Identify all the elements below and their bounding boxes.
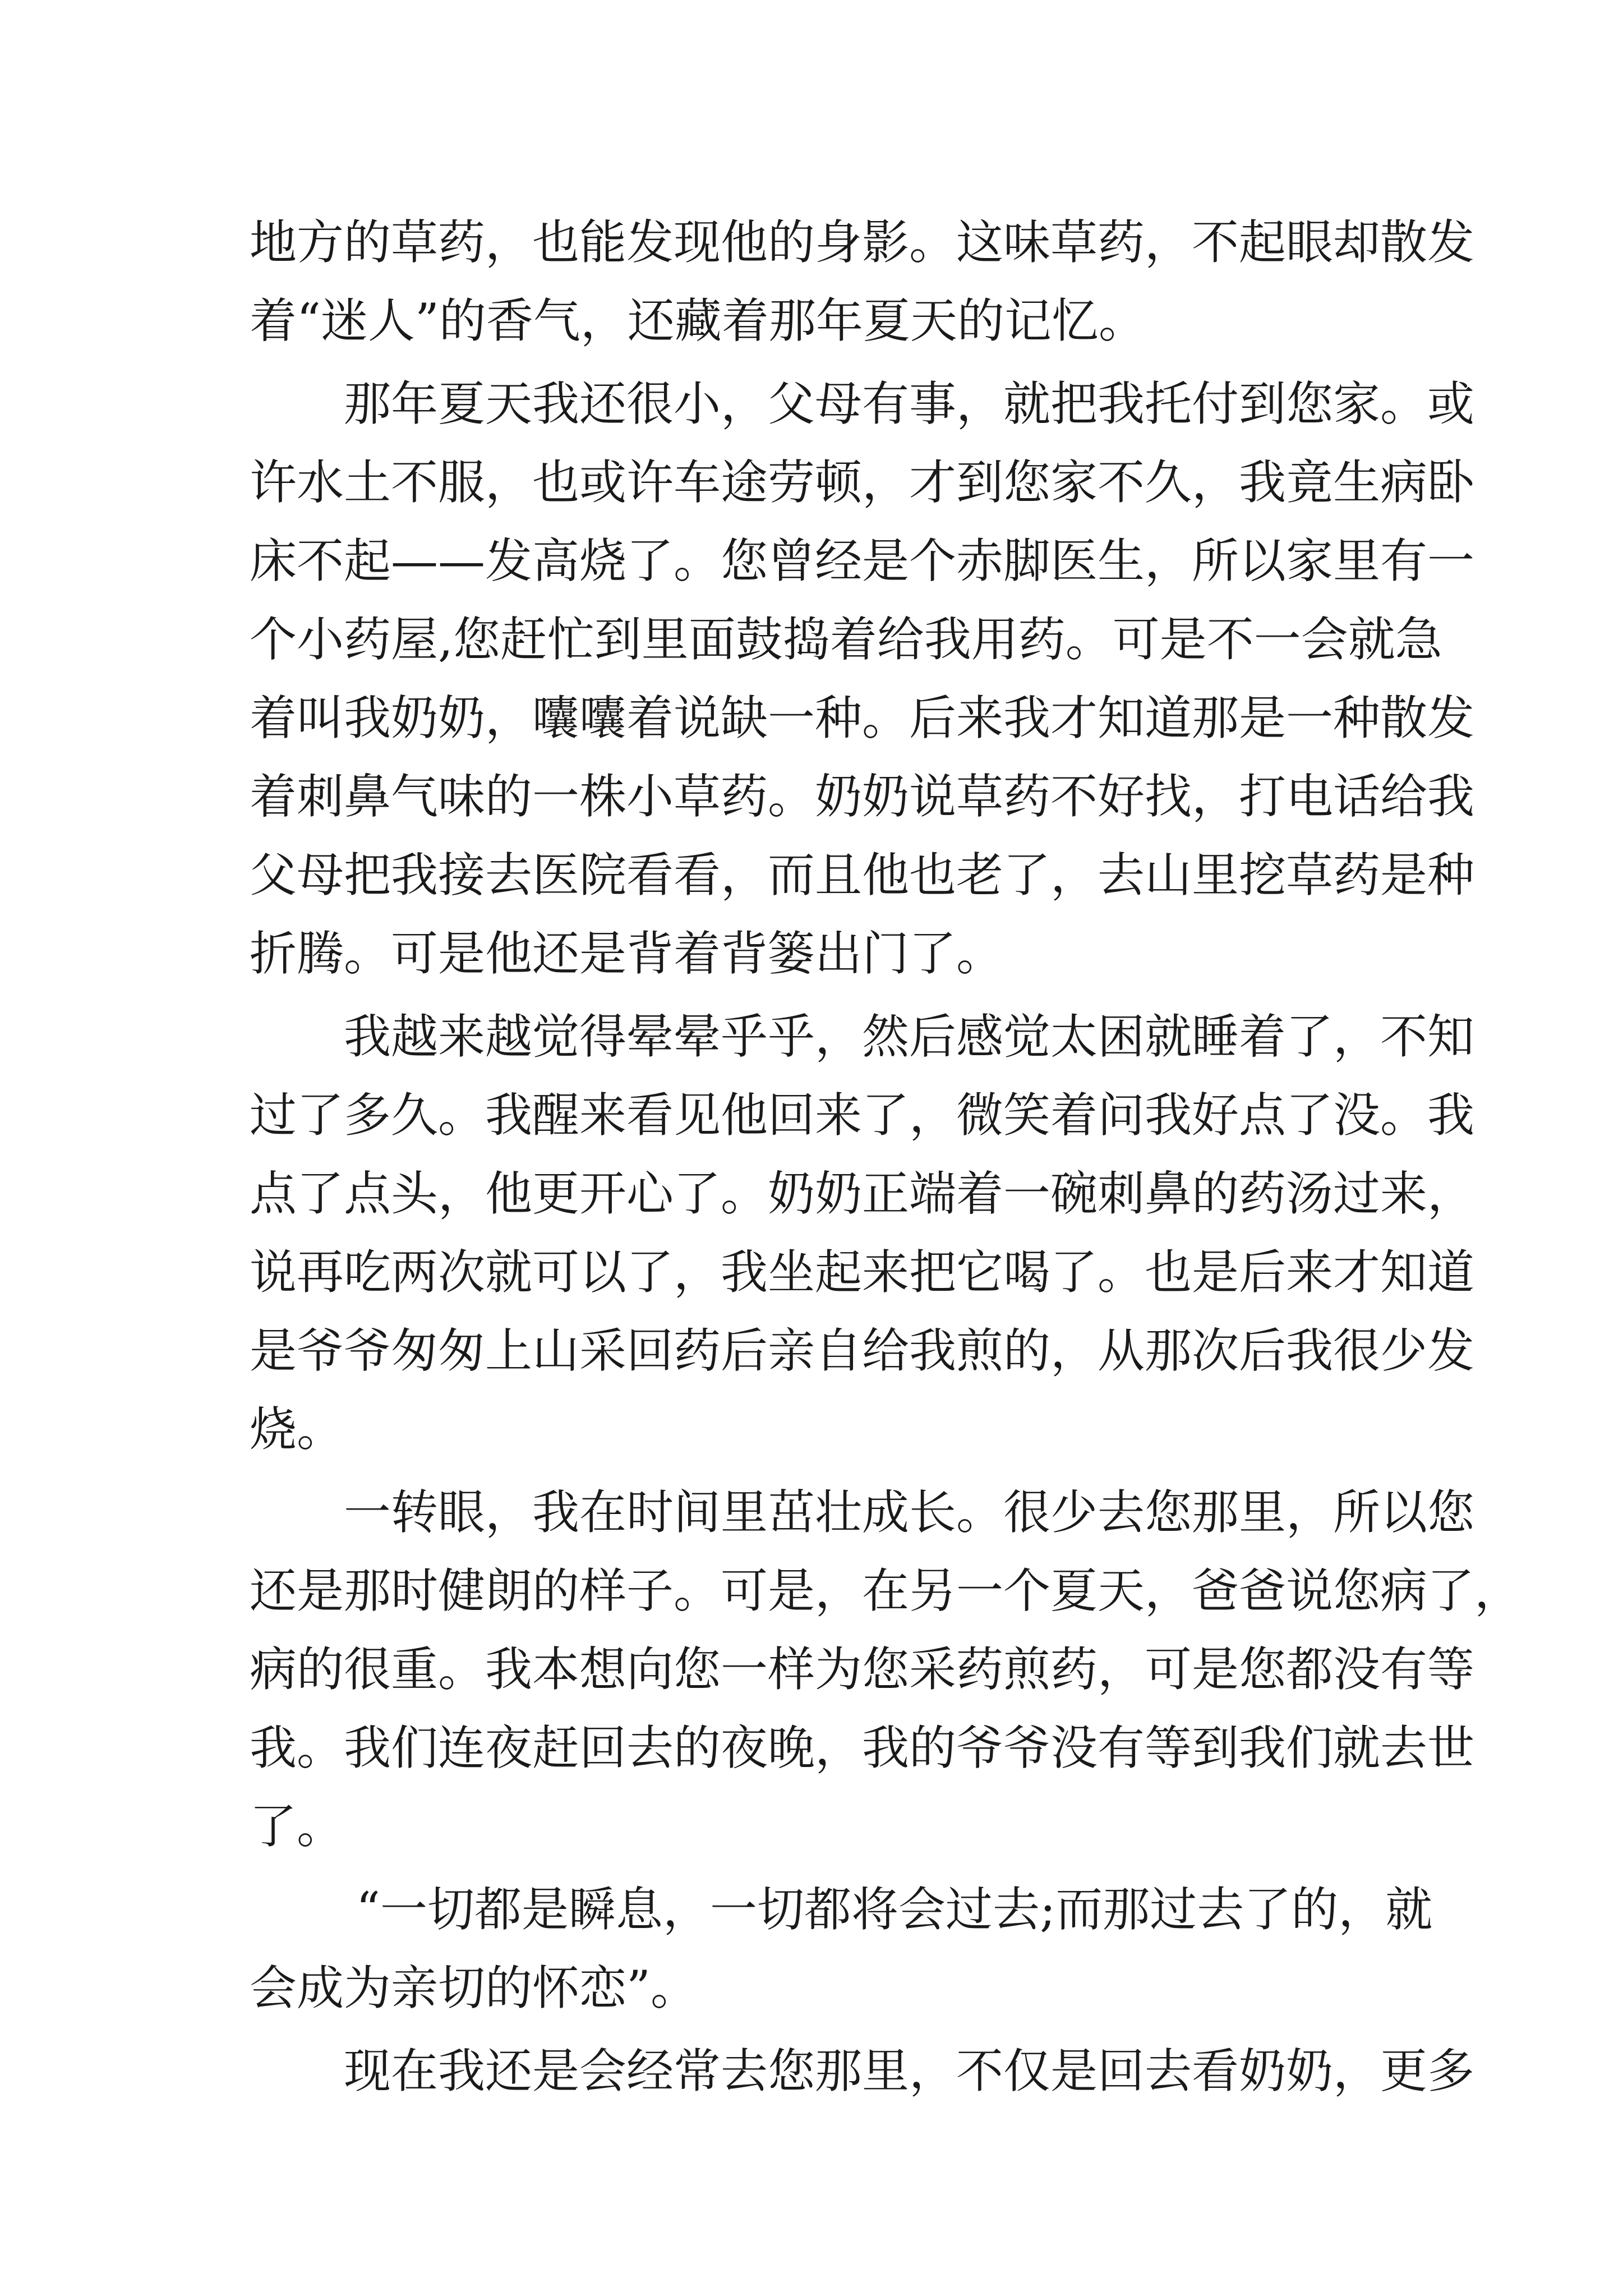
text-line: 个小药屋,您赶忙到里面鼓捣着给我用药。可是不一会就急 xyxy=(250,612,1442,667)
text-line: 着叫我奶奶，囔囔着说缺一种。后来我才知道那是一种散发 xyxy=(250,691,1475,746)
text-line: 那年夏天我还很小，父母有事，就把我托付到您家。或 xyxy=(344,376,1475,431)
paragraph xyxy=(250,203,1475,360)
text-line: 说再吃两次就可以了，我坐起来把它喝了。也是后来才知道 xyxy=(250,1245,1475,1300)
text-line: 点了点头，他更开心了。奶奶正端着一碗刺鼻的药汤过来， xyxy=(250,1166,1475,1221)
text-line: 是爷爷匆匆上山采回药后亲自给我煎的，从那次后我很少发 xyxy=(250,1323,1475,1378)
paragraph xyxy=(250,997,1475,1469)
paragraph xyxy=(250,1473,1522,1866)
paragraph xyxy=(250,365,1475,993)
text-line: 许水土不服，也或许车途劳顿，才到您家不久，我竟生病卧 xyxy=(250,455,1475,510)
text-line: 过了多久。我醒来看见他回来了，微笑着问我好点了没。我 xyxy=(250,1088,1475,1143)
text-line: “一切都是瞬息，一切都将会过去;而那过去了的，就 xyxy=(356,1882,1433,1937)
text-line: 我越来越觉得晕晕乎乎，然后感觉太困就睡着了，不知 xyxy=(344,1009,1475,1064)
paragraph xyxy=(250,2032,1475,2110)
text-line: 折腾。可是他还是背着背篓出门了。 xyxy=(250,926,1004,981)
text-line: 地方的草药，也能发现他的身影。这味草药，不起眼却散发 xyxy=(250,215,1475,270)
text-line: 了。 xyxy=(250,1799,344,1854)
text-line: 现在我还是会经常去您那里，不仅是回去看奶奶，更多 xyxy=(344,2044,1475,2099)
text-line: 着“迷人”的香气，还藏着那年夏天的记忆。 xyxy=(250,293,1146,348)
text-line: 父母把我接去医院看看，而且他也老了，去山里挖草药是种 xyxy=(250,848,1475,903)
quote-paragraph xyxy=(250,1870,1433,2027)
text-line: 病的很重。我本想向您一样为您采药煎药，可是您都没有等 xyxy=(250,1642,1475,1697)
text-line: 我。我们连夜赶回去的夜晚，我的爷爷没有等到我们就去世 xyxy=(250,1720,1475,1775)
text-line: 会成为亲切的怀恋”。 xyxy=(250,1961,698,2016)
text-line: 还是那时健朗的样子。可是，在另一个夏天，爸爸说您病了， xyxy=(250,1563,1522,1618)
text-line: 着刺鼻气味的一株小草药。奶奶说草药不好找，打电话给我 xyxy=(250,769,1475,824)
text-line: 烧。 xyxy=(250,1402,344,1457)
text-line: 床不起——发高烧了。您曾经是个赤脚医生，所以家里有一 xyxy=(250,533,1475,588)
body-text xyxy=(250,203,1522,2110)
text-line: 一转眼，我在时间里茁壮成长。很少去您那里，所以您 xyxy=(344,1485,1475,1540)
